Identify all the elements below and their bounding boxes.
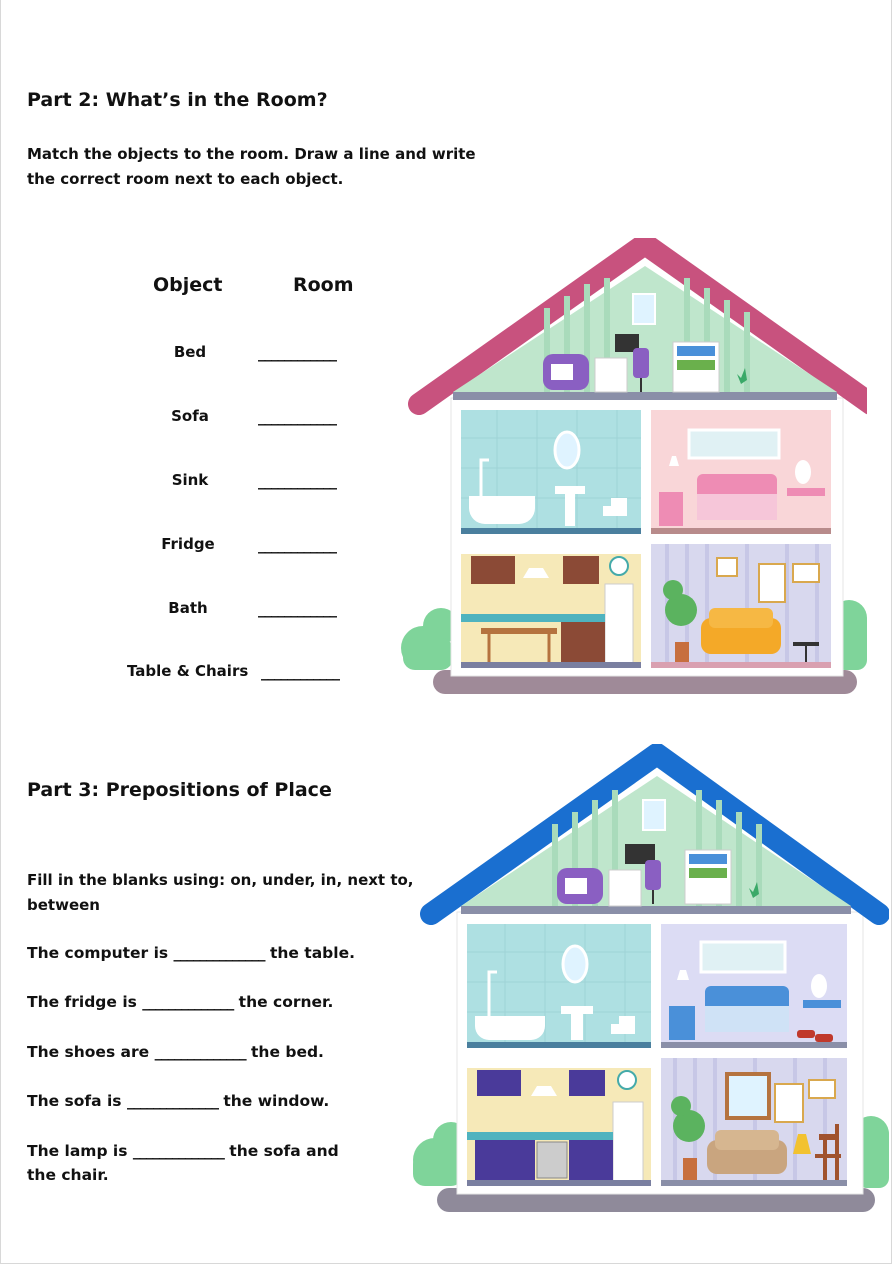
oven-icon (537, 1142, 567, 1178)
part2-heading: Part 2: What’s in the Room? (27, 89, 328, 111)
cabinet-icon (477, 1070, 521, 1096)
clock-icon (618, 1071, 636, 1089)
object-label-table-chairs: Table & Chairs (127, 662, 249, 680)
sofa-icon (701, 608, 781, 654)
painting-icon (689, 430, 779, 458)
sentence-2-end: the corner. (238, 993, 334, 1011)
sentence-1-blank[interactable]: ______________ (173, 944, 265, 962)
sentence-3-blank[interactable]: ______________ (154, 1043, 246, 1061)
sentence-2-start: The fridge is (27, 993, 137, 1011)
sentence-1 (27, 944, 355, 962)
mirror-icon (555, 432, 579, 468)
sentence-4-start: The sofa is (27, 1092, 122, 1110)
sentence-3-start: The shoes are (27, 1043, 150, 1061)
room-blank-fridge[interactable]: ____________ (258, 536, 336, 554)
column-header-object: Object (153, 274, 223, 296)
nightstand-icon (669, 1006, 695, 1040)
object-label-sink: Sink (171, 471, 209, 489)
sentence-5-end: the sofa and (229, 1142, 339, 1160)
attic-window-icon (643, 800, 665, 830)
armchair-icon (543, 354, 589, 390)
part3-instructions: Fill in the blanks using: on, under, in, next to, between (27, 871, 414, 914)
painting-icon (701, 942, 785, 972)
part3-heading: Part 3: Prepositions of Place (27, 779, 332, 801)
house-illustration-bottom (405, 744, 889, 1216)
sentence-1-end: the table. (269, 944, 355, 962)
room-blank-bath[interactable]: ____________ (258, 600, 336, 618)
object-label-sofa: Sofa (171, 407, 209, 425)
bookshelf-icon (673, 342, 719, 392)
sentence-2-blank[interactable]: ______________ (142, 993, 234, 1011)
fridge-icon (613, 1102, 643, 1182)
sentence-5-continuation: the chair. (27, 1166, 109, 1184)
object-label-fridge: Fridge (161, 535, 215, 553)
sofa-icon (707, 1130, 787, 1174)
object-label-bed: Bed (173, 343, 207, 361)
bush-left-icon (401, 608, 459, 670)
part2-instructions: Match the objects to the room. Draw a line and write the correct room next to each object. (27, 145, 476, 188)
room-blank-bed[interactable]: ____________ (258, 344, 336, 362)
column-header-room: Room (293, 274, 354, 296)
object-label-bath: Bath (168, 599, 208, 617)
attic-window-icon (633, 294, 655, 324)
room-blank-sink[interactable]: ____________ (258, 472, 336, 490)
bookshelf-icon (685, 850, 731, 904)
bed-icon (705, 986, 789, 1032)
sentence-4-end: the window. (223, 1092, 330, 1110)
sentence-2 (27, 993, 333, 1011)
picture-frame-icon (759, 564, 785, 602)
bed-icon (697, 474, 777, 520)
wall-clock-icon (717, 558, 737, 576)
sentence-3-end: the bed. (251, 1043, 324, 1061)
window-icon (727, 1074, 769, 1118)
clock-icon (610, 557, 628, 575)
nightstand-icon (659, 492, 683, 526)
sentence-4-blank[interactable]: ______________ (126, 1092, 218, 1110)
fridge-icon (605, 584, 633, 664)
room-blank-sofa[interactable]: ____________ (258, 408, 336, 426)
sentence-5-blank[interactable]: ______________ (132, 1142, 224, 1160)
room-blank-table-chairs[interactable]: ____________ (261, 663, 339, 681)
sentence-4 (27, 1092, 329, 1110)
sentence-3 (27, 1043, 324, 1061)
picture-frame-icon (775, 1084, 803, 1122)
mirror-icon (563, 946, 587, 982)
house-illustration-top (397, 238, 867, 700)
sentence-5 (27, 1142, 339, 1160)
sentence-5-start: The lamp is (27, 1142, 128, 1160)
cabinet-icon (471, 556, 515, 584)
armchair-icon (557, 868, 603, 904)
sentence-1-start: The computer is (27, 944, 169, 962)
